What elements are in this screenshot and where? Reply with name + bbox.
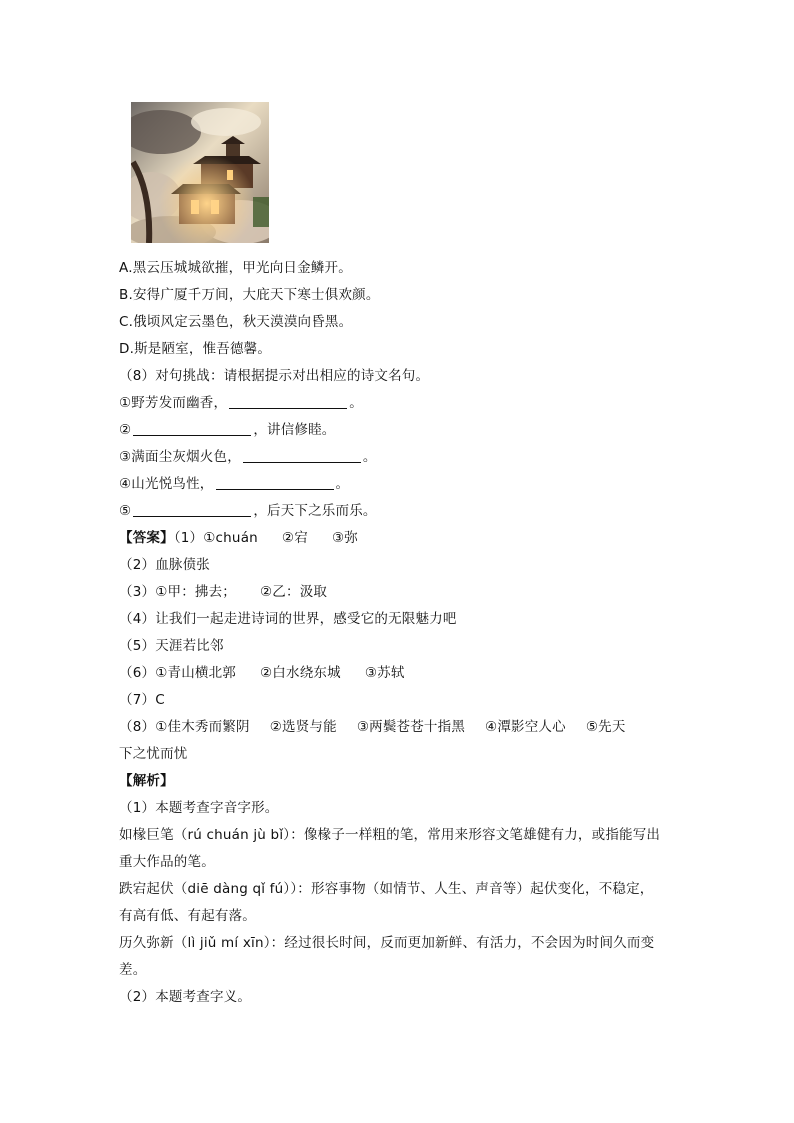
illustration-image xyxy=(131,102,269,243)
analysis-line-4: 跌宕起伏（diē dàng qǐ fú））：形容事物（如情节、人生、声音等）起伏变化，不稳定， xyxy=(119,881,654,897)
fill-blank-5 xyxy=(133,502,251,517)
answer-6-part-1: （6）①青山横北郭 xyxy=(119,665,236,681)
answer-4: （4）让我们一起走进诗词的世界，感受它的无限魅力吧 xyxy=(119,611,457,627)
analysis-line-7: 差。 xyxy=(119,962,147,978)
fill-item-4 xyxy=(119,474,349,494)
answer-6-part-3: ③苏轼 xyxy=(364,665,405,681)
answer-8-part-3: ③两鬓苍苍十指黑 xyxy=(356,719,466,735)
fill-blank-2 xyxy=(133,421,251,436)
fill-item-5 xyxy=(119,501,377,521)
analysis-line-5: 有高有低、有起有落。 xyxy=(119,908,256,924)
fill-blank-4 xyxy=(216,475,334,490)
analysis-line-8: （2）本题考查字义。 xyxy=(119,989,252,1005)
answer-8-part-5: ⑤先天 xyxy=(585,719,626,735)
option-c: C.俄顷风定云墨色，秋天漠漠向昏黑。 xyxy=(119,314,353,330)
fill-item-4-before: ④山光悦鸟性， xyxy=(119,476,214,492)
answer-3 xyxy=(119,582,327,602)
analysis-line-1: （1）本题考查字音字形。 xyxy=(119,800,279,816)
fill-item-2-before: ② xyxy=(119,422,132,438)
option-a: A.黑云压城城欲摧，甲光向日金鳞开。 xyxy=(119,260,352,276)
answer-1 xyxy=(119,528,358,548)
answer-label: 【答案】 xyxy=(119,530,174,546)
fill-blank-1 xyxy=(229,394,347,409)
answer-1-part-2: ②宕 xyxy=(281,530,308,546)
fill-item-1-after: 。 xyxy=(349,395,363,411)
answer-1-part-1: （1）①chuán xyxy=(173,530,258,546)
answer-8-part-2: ②选贤与能 xyxy=(269,719,337,735)
answer-8-part-1: （8）①佳木秀而繁阴 xyxy=(119,719,250,735)
option-b: B.安得广厦千万间，大庇天下寒士俱欢颜。 xyxy=(119,287,380,303)
fill-item-5-before: ⑤ xyxy=(119,503,132,519)
answer-1-part-3: ③弥 xyxy=(331,530,358,546)
answer-8-continued: 下之忧而忧 xyxy=(119,746,188,762)
fill-item-2 xyxy=(119,420,336,440)
fill-item-3-before: ③满面尘灰烟火色， xyxy=(119,449,241,465)
answer-7: （7）C xyxy=(119,692,165,708)
option-d: D.斯是陋室，惟吾德馨。 xyxy=(119,341,272,357)
analysis-line-6: 历久弥新（lì jiǔ mí xīn）：经过很长时间，反而更加新鲜、有活力，不会因为时间久而变 xyxy=(119,935,655,951)
fill-item-1-before: ①野芳发而幽香， xyxy=(119,395,228,411)
answer-6-part-2: ②白水绕东城 xyxy=(260,665,341,681)
fill-item-3-after: 。 xyxy=(362,449,377,465)
answer-3-part-1: （3）①甲：拂去； xyxy=(119,584,236,600)
fill-blank-3 xyxy=(243,448,361,463)
answer-8-part-4: ④潭影空人心 xyxy=(485,719,566,735)
fill-item-2-after: ，讲信修睦。 xyxy=(253,422,336,438)
question-8-prompt: （8）对句挑战：请根据提示对出相应的诗文名句。 xyxy=(119,368,430,384)
answer-5: （5）天涯若比邻 xyxy=(119,638,224,654)
analysis-line-2: 如椽巨笔（rú chuán jù bǐ）：像椽子一样粗的笔，常用来形容文笔雄健有力，或指能写出 xyxy=(119,827,661,843)
fill-item-5-after: ，后天下之乐而乐。 xyxy=(253,503,377,519)
analysis-line-3: 重大作品的笔。 xyxy=(119,854,215,870)
fill-item-1 xyxy=(119,393,363,413)
analysis-label: 【解析】 xyxy=(119,773,174,789)
answer-8 xyxy=(119,717,626,737)
fill-item-4-after: 。 xyxy=(335,476,350,492)
ancient-building-picture xyxy=(131,102,269,243)
answer-6 xyxy=(119,663,405,683)
answer-2: （2）血脉偾张 xyxy=(119,557,210,573)
fill-item-3 xyxy=(119,447,377,467)
answer-3-part-2: ②乙：汲取 xyxy=(260,584,328,600)
